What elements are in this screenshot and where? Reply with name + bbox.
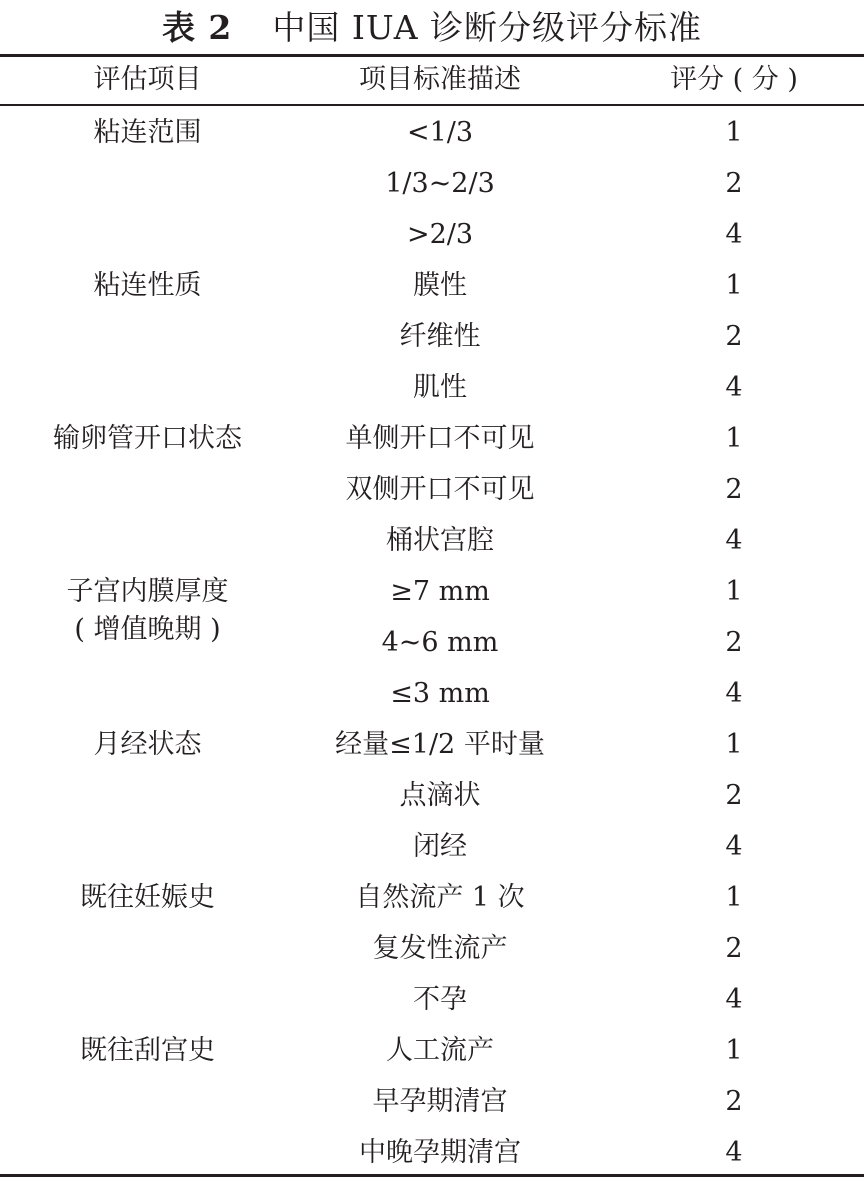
score-cell: 1 [725, 270, 743, 301]
score-cell: 4 [725, 678, 743, 709]
assessment-item-label: 输卵管开口状态 [53, 423, 242, 454]
description-cell: 自然流产 1 次 [355, 882, 525, 913]
table-number: 表 2 [161, 7, 233, 47]
table-row [0, 1076, 864, 1127]
table-row [0, 209, 864, 260]
bottom-rule [0, 1174, 864, 1177]
score-cell: 4 [725, 831, 743, 862]
table-row [0, 719, 864, 770]
description-cell: 闭经 [413, 831, 467, 862]
table-row [0, 260, 864, 311]
description-cell: 复发性流产 [372, 933, 508, 964]
table-caption [0, 0, 864, 50]
table-row [0, 464, 864, 515]
table-row [0, 1025, 864, 1076]
score-cell: 1 [725, 576, 743, 607]
description-cell: 双侧开口不可见 [345, 474, 535, 505]
assessment-item-label: 子宫内膜厚度 [66, 576, 229, 607]
score-cell: 2 [725, 474, 743, 505]
description-cell: <1/3 [406, 117, 474, 148]
score-cell: 1 [725, 882, 743, 913]
table-row [0, 923, 864, 974]
assessment-item-label: 粘连范围 [93, 117, 202, 148]
description-cell: >2/3 [406, 219, 474, 250]
description-cell: 不孕 [413, 984, 467, 1015]
table-row [0, 974, 864, 1025]
score-cell: 4 [725, 1137, 743, 1168]
table-row [0, 566, 864, 617]
description-cell: 桶状宫腔 [386, 525, 494, 556]
assessment-item-label: 既往刮宫史 [80, 1035, 215, 1066]
table-row [0, 668, 864, 719]
description-cell: 经量≤1/2 平时量 [335, 729, 545, 760]
description-cell: 4~6 mm [381, 627, 499, 658]
score-cell: 1 [725, 1035, 743, 1066]
header-item: 评估项目 [93, 64, 202, 95]
description-cell: 早孕期清宫 [372, 1086, 508, 1117]
table-row [0, 107, 864, 158]
score-cell: 1 [725, 117, 743, 148]
table-title: 中国 IUA 诊断分级评分标准 [272, 7, 703, 47]
score-cell: 2 [725, 780, 743, 811]
description-cell: 人工流产 [386, 1035, 494, 1066]
header-description: 项目标准描述 [359, 64, 521, 95]
description-cell: 点滴状 [399, 780, 481, 811]
description-cell: 中晚孕期清宫 [359, 1137, 521, 1168]
table-row [0, 311, 864, 362]
score-cell: 2 [725, 627, 743, 658]
score-cell: 1 [725, 729, 743, 760]
assessment-item-label: 粘连性质 [93, 270, 202, 301]
assessment-item-label: 既往妊娠史 [80, 882, 215, 913]
score-cell: 4 [725, 372, 743, 403]
description-cell: 膜性 [413, 270, 467, 301]
score-cell: 2 [725, 321, 743, 352]
table-row [0, 770, 864, 821]
assessment-item-label: 月经状态 [93, 729, 202, 760]
score-cell: 4 [725, 219, 743, 250]
assessment-item-label: ( 增值晚期 ) [74, 614, 221, 645]
score-cell: 4 [725, 525, 743, 556]
score-cell: 4 [725, 984, 743, 1015]
description-cell: ≤3 mm [390, 678, 490, 709]
score-cell: 2 [725, 933, 743, 964]
table-row [0, 1127, 864, 1178]
description-cell: 肌性 [413, 372, 467, 403]
description-cell: ≥7 mm [390, 576, 490, 607]
table-row [0, 158, 864, 209]
table-header [0, 57, 864, 104]
score-cell: 2 [725, 168, 743, 199]
score-cell: 1 [725, 423, 743, 454]
table-row [0, 413, 864, 464]
header-score: 评分 ( 分 ) [670, 64, 798, 95]
description-cell: 单侧开口不可见 [345, 423, 535, 454]
table-row [0, 362, 864, 413]
description-cell: 纤维性 [399, 321, 481, 352]
table-row [0, 872, 864, 923]
table-row [0, 821, 864, 872]
description-cell: 1/3~2/3 [385, 168, 495, 199]
header-rule [0, 104, 864, 106]
score-cell: 2 [725, 1086, 743, 1117]
table-row [0, 515, 864, 566]
table-row [0, 617, 864, 668]
